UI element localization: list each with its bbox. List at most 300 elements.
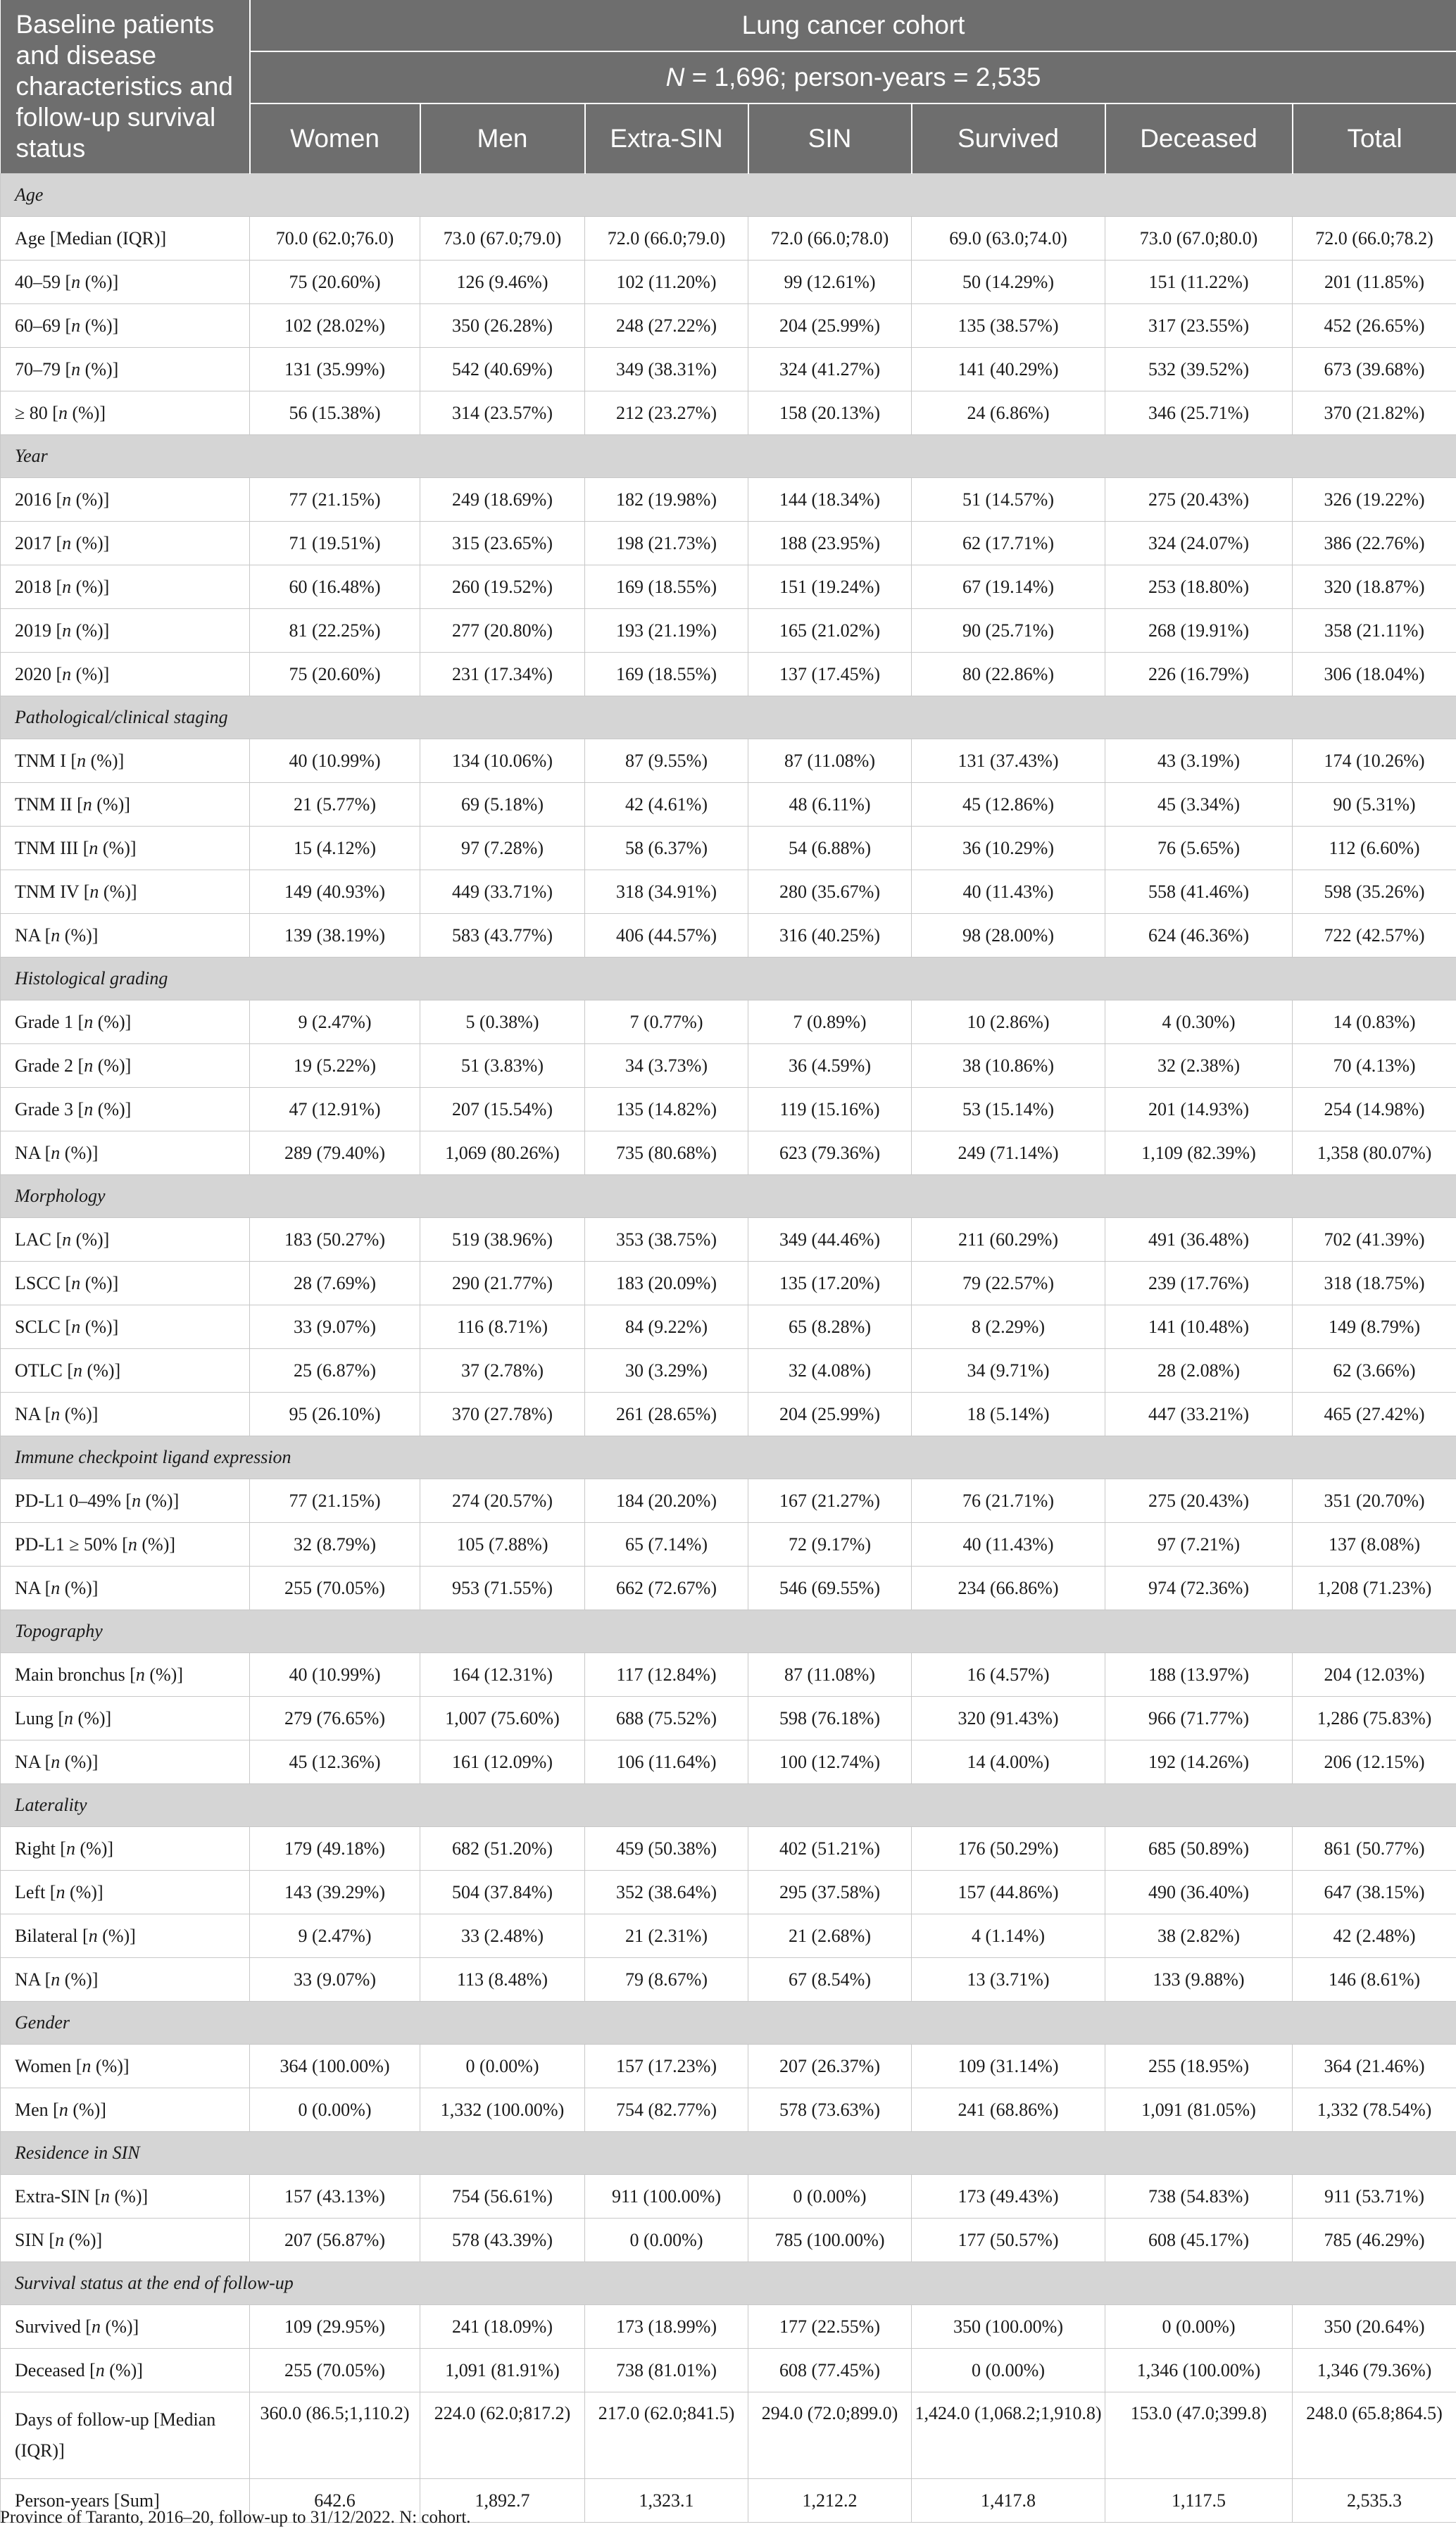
table-row — [1, 1653, 1456, 1697]
cell-survived: 50 (14.29%) — [912, 261, 1105, 304]
column-header-deceased: Deceased — [1105, 103, 1293, 174]
row-label: LAC [n (%)] — [1, 1218, 250, 1262]
cell-total: 149 (8.79%) — [1293, 1305, 1456, 1349]
cell-women: 77 (21.15%) — [250, 478, 420, 522]
row-label: ≥ 80 [n (%)] — [1, 391, 250, 435]
cell-deceased: 532 (39.52%) — [1105, 348, 1293, 391]
cell-men: 1,091 (81.91%) — [420, 2349, 585, 2392]
section-header-row — [1, 696, 1456, 739]
table-row — [1, 565, 1456, 609]
section-title: Laterality — [1, 1784, 1456, 1827]
cell-total: 174 (10.26%) — [1293, 739, 1456, 783]
section-header-row — [1, 174, 1456, 217]
section-header-row — [1, 2002, 1456, 2045]
cell-extra-sin: 212 (23.27%) — [585, 391, 748, 435]
cell-men: 274 (20.57%) — [420, 1479, 585, 1523]
cell-sin: 48 (6.11%) — [748, 783, 912, 827]
cell-sin: 598 (76.18%) — [748, 1697, 912, 1740]
cell-deceased: 141 (10.48%) — [1105, 1305, 1293, 1349]
cell-deceased: 1,109 (82.39%) — [1105, 1131, 1293, 1175]
cell-extra-sin: 738 (81.01%) — [585, 2349, 748, 2392]
section-title: Histological grading — [1, 958, 1456, 1000]
cell-total: 306 (18.04%) — [1293, 653, 1456, 696]
cell-men: 51 (3.83%) — [420, 1044, 585, 1088]
row-label: Left [n (%)] — [1, 1871, 250, 1914]
cell-deceased: 97 (7.21%) — [1105, 1523, 1293, 1567]
cell-men: 754 (56.61%) — [420, 2175, 585, 2219]
cell-sin: 608 (77.45%) — [748, 2349, 912, 2392]
cell-total: 465 (27.42%) — [1293, 1393, 1456, 1436]
table-row — [1, 2175, 1456, 2219]
cell-women: 289 (79.40%) — [250, 1131, 420, 1175]
cell-extra-sin: 352 (38.64%) — [585, 1871, 748, 1914]
cell-deceased: 73.0 (67.0;80.0) — [1105, 217, 1293, 261]
cell-sin: 316 (40.25%) — [748, 914, 912, 958]
cell-men: 1,332 (100.00%) — [420, 2088, 585, 2132]
cell-sin: 65 (8.28%) — [748, 1305, 912, 1349]
cell-extra-sin: 65 (7.14%) — [585, 1523, 748, 1567]
cell-deceased: 491 (36.48%) — [1105, 1218, 1293, 1262]
cell-extra-sin: 688 (75.52%) — [585, 1697, 748, 1740]
table-row — [1, 2349, 1456, 2392]
table-row — [1, 1567, 1456, 1610]
cell-total: 248.0 (65.8;864.5) — [1293, 2392, 1456, 2479]
cell-total: 358 (21.11%) — [1293, 609, 1456, 653]
cell-women: 183 (50.27%) — [250, 1218, 420, 1262]
cell-sin: 36 (4.59%) — [748, 1044, 912, 1088]
table-row — [1, 1479, 1456, 1523]
table-row — [1, 1349, 1456, 1393]
cell-sin: 785 (100.00%) — [748, 2219, 912, 2262]
table-row — [1, 1218, 1456, 1262]
cell-total: 673 (39.68%) — [1293, 348, 1456, 391]
table-row — [1, 2045, 1456, 2088]
row-label: NA [n (%)] — [1, 1567, 250, 1610]
cell-survived: 241 (68.86%) — [912, 2088, 1105, 2132]
cell-men: 69 (5.18%) — [420, 783, 585, 827]
cell-deceased: 974 (72.36%) — [1105, 1567, 1293, 1610]
cell-deceased: 317 (23.55%) — [1105, 304, 1293, 348]
cell-women: 131 (35.99%) — [250, 348, 420, 391]
cell-deceased: 28 (2.08%) — [1105, 1349, 1293, 1393]
cell-deceased: 1,346 (100.00%) — [1105, 2349, 1293, 2392]
cell-deceased: 38 (2.82%) — [1105, 1914, 1293, 1958]
cell-women: 102 (28.02%) — [250, 304, 420, 348]
cell-women: 95 (26.10%) — [250, 1393, 420, 1436]
cell-sin: 99 (12.61%) — [748, 261, 912, 304]
cell-extra-sin: 217.0 (62.0;841.5) — [585, 2392, 748, 2479]
cell-women: 21 (5.77%) — [250, 783, 420, 827]
cell-men: 370 (27.78%) — [420, 1393, 585, 1436]
cell-sin: 87 (11.08%) — [748, 1653, 912, 1697]
row-label: 60–69 [n (%)] — [1, 304, 250, 348]
cell-deceased: 253 (18.80%) — [1105, 565, 1293, 609]
cell-men: 277 (20.80%) — [420, 609, 585, 653]
cell-men: 37 (2.78%) — [420, 1349, 585, 1393]
row-label: 70–79 [n (%)] — [1, 348, 250, 391]
cell-survived: 173 (49.43%) — [912, 2175, 1105, 2219]
cell-men: 5 (0.38%) — [420, 1000, 585, 1044]
section-header-row — [1, 2262, 1456, 2305]
cell-deceased: 226 (16.79%) — [1105, 653, 1293, 696]
cell-deceased: 45 (3.34%) — [1105, 783, 1293, 827]
column-header-women: Women — [250, 103, 420, 174]
column-header-men: Men — [420, 103, 585, 174]
cell-total: 598 (35.26%) — [1293, 870, 1456, 914]
cell-men: 126 (9.46%) — [420, 261, 585, 304]
cell-men: 249 (18.69%) — [420, 478, 585, 522]
row-label: 2016 [n (%)] — [1, 478, 250, 522]
section-title: Residence in SIN — [1, 2132, 1456, 2175]
cell-survived: 176 (50.29%) — [912, 1827, 1105, 1871]
cell-deceased: 1,117.5 — [1105, 2479, 1293, 2523]
cell-women: 109 (29.95%) — [250, 2305, 420, 2349]
row-label: TNM IV [n (%)] — [1, 870, 250, 914]
cell-sin: 294.0 (72.0;899.0) — [748, 2392, 912, 2479]
cell-women: 32 (8.79%) — [250, 1523, 420, 1567]
cell-extra-sin: 30 (3.29%) — [585, 1349, 748, 1393]
table-row — [1, 1827, 1456, 1871]
table-row — [1, 1044, 1456, 1088]
cell-survived: 211 (60.29%) — [912, 1218, 1105, 1262]
cell-sin: 207 (26.37%) — [748, 2045, 912, 2088]
cell-deceased: 255 (18.95%) — [1105, 2045, 1293, 2088]
cell-extra-sin: 173 (18.99%) — [585, 2305, 748, 2349]
cell-women: 364 (100.00%) — [250, 2045, 420, 2088]
cell-sin: 151 (19.24%) — [748, 565, 912, 609]
cell-survived: 36 (10.29%) — [912, 827, 1105, 870]
cell-men: 105 (7.88%) — [420, 1523, 585, 1567]
cell-men: 314 (23.57%) — [420, 391, 585, 435]
cell-women: 47 (12.91%) — [250, 1088, 420, 1131]
table-row — [1, 1393, 1456, 1436]
table-row — [1, 609, 1456, 653]
cell-total: 350 (20.64%) — [1293, 2305, 1456, 2349]
cell-men: 542 (40.69%) — [420, 348, 585, 391]
row-label: Grade 1 [n (%)] — [1, 1000, 250, 1044]
row-label: NA [n (%)] — [1, 914, 250, 958]
cell-extra-sin: 84 (9.22%) — [585, 1305, 748, 1349]
cell-deceased: 76 (5.65%) — [1105, 827, 1293, 870]
table-row — [1, 348, 1456, 391]
cell-sin: 87 (11.08%) — [748, 739, 912, 783]
table-row — [1, 783, 1456, 827]
cell-deceased: 1,091 (81.05%) — [1105, 2088, 1293, 2132]
cell-sin: 7 (0.89%) — [748, 1000, 912, 1044]
cell-survived: 34 (9.71%) — [912, 1349, 1105, 1393]
table-row — [1, 391, 1456, 435]
table-row — [1, 522, 1456, 565]
cell-survived: 67 (19.14%) — [912, 565, 1105, 609]
cell-extra-sin: 21 (2.31%) — [585, 1914, 748, 1958]
row-label: Days of follow-up [Median (IQR)] — [1, 2392, 250, 2479]
cell-survived: 320 (91.43%) — [912, 1697, 1105, 1740]
row-label: Women [n (%)] — [1, 2045, 250, 2088]
section-title: Morphology — [1, 1175, 1456, 1218]
cell-men: 682 (51.20%) — [420, 1827, 585, 1871]
row-label: Men [n (%)] — [1, 2088, 250, 2132]
n-symbol: N — [665, 63, 685, 92]
cell-women: 33 (9.07%) — [250, 1305, 420, 1349]
cell-total: 201 (11.85%) — [1293, 261, 1456, 304]
cell-deceased: 324 (24.07%) — [1105, 522, 1293, 565]
row-label: Grade 3 [n (%)] — [1, 1088, 250, 1131]
cell-total: 722 (42.57%) — [1293, 914, 1456, 958]
section-title: Topography — [1, 1610, 1456, 1653]
cell-survived: 16 (4.57%) — [912, 1653, 1105, 1697]
column-header-total: Total — [1293, 103, 1456, 174]
cell-deceased: 558 (41.46%) — [1105, 870, 1293, 914]
cell-men: 33 (2.48%) — [420, 1914, 585, 1958]
cell-total: 326 (19.22%) — [1293, 478, 1456, 522]
cell-survived: 135 (38.57%) — [912, 304, 1105, 348]
cell-men: 73.0 (67.0;79.0) — [420, 217, 585, 261]
cell-extra-sin: 459 (50.38%) — [585, 1827, 748, 1871]
cell-survived: 38 (10.86%) — [912, 1044, 1105, 1088]
row-label: OTLC [n (%)] — [1, 1349, 250, 1393]
row-label: Survived [n (%)] — [1, 2305, 250, 2349]
cell-deceased: 239 (17.76%) — [1105, 1262, 1293, 1305]
cell-total: 90 (5.31%) — [1293, 783, 1456, 827]
cell-sin: 144 (18.34%) — [748, 478, 912, 522]
cell-total: 72.0 (66.0;78.2) — [1293, 217, 1456, 261]
section-header-row — [1, 1784, 1456, 1827]
cell-survived: 40 (11.43%) — [912, 870, 1105, 914]
cell-survived: 40 (11.43%) — [912, 1523, 1105, 1567]
cell-total: 364 (21.46%) — [1293, 2045, 1456, 2088]
cell-extra-sin: 117 (12.84%) — [585, 1653, 748, 1697]
row-label: Main bronchus [n (%)] — [1, 1653, 250, 1697]
cell-total: 386 (22.76%) — [1293, 522, 1456, 565]
cell-total: 206 (12.15%) — [1293, 1740, 1456, 1784]
cell-survived: 62 (17.71%) — [912, 522, 1105, 565]
cell-survived: 18 (5.14%) — [912, 1393, 1105, 1436]
cell-extra-sin: 193 (21.19%) — [585, 609, 748, 653]
cell-extra-sin: 318 (34.91%) — [585, 870, 748, 914]
table-row — [1, 1914, 1456, 1958]
cell-total: 452 (26.65%) — [1293, 304, 1456, 348]
cell-deceased: 447 (33.21%) — [1105, 1393, 1293, 1436]
cell-total: 1,286 (75.83%) — [1293, 1697, 1456, 1740]
cell-sin: 135 (17.20%) — [748, 1262, 912, 1305]
cell-extra-sin: 169 (18.55%) — [585, 653, 748, 696]
table-row — [1, 1958, 1456, 2002]
cell-survived: 90 (25.71%) — [912, 609, 1105, 653]
cell-deceased: 133 (9.88%) — [1105, 1958, 1293, 2002]
row-label: 2019 [n (%)] — [1, 609, 250, 653]
row-label: TNM I [n (%)] — [1, 739, 250, 783]
cell-women: 45 (12.36%) — [250, 1740, 420, 1784]
table-row — [1, 2392, 1456, 2479]
row-label: SIN [n (%)] — [1, 2219, 250, 2262]
cell-sin: 67 (8.54%) — [748, 1958, 912, 2002]
cell-total: 1,346 (79.36%) — [1293, 2349, 1456, 2392]
table-row — [1, 1523, 1456, 1567]
cell-deceased: 192 (14.26%) — [1105, 1740, 1293, 1784]
row-label: SCLC [n (%)] — [1, 1305, 250, 1349]
cell-deceased: 32 (2.38%) — [1105, 1044, 1293, 1088]
cell-extra-sin: 1,323.1 — [585, 2479, 748, 2523]
table-row — [1, 1697, 1456, 1740]
section-title: Gender — [1, 2002, 1456, 2045]
cell-survived: 13 (3.71%) — [912, 1958, 1105, 2002]
section-header-row — [1, 1436, 1456, 1479]
row-label: NA [n (%)] — [1, 1393, 250, 1436]
cell-total: 911 (53.71%) — [1293, 2175, 1456, 2219]
cell-total: 14 (0.83%) — [1293, 1000, 1456, 1044]
cell-deceased: 43 (3.19%) — [1105, 739, 1293, 783]
cell-deceased: 608 (45.17%) — [1105, 2219, 1293, 2262]
table-row — [1, 217, 1456, 261]
cell-survived: 79 (22.57%) — [912, 1262, 1105, 1305]
cell-extra-sin: 182 (19.98%) — [585, 478, 748, 522]
cell-extra-sin: 735 (80.68%) — [585, 1131, 748, 1175]
table-row — [1, 2088, 1456, 2132]
section-title: Year — [1, 435, 1456, 478]
row-label: Person-years [Sum] — [1, 2479, 250, 2523]
table-row — [1, 1871, 1456, 1914]
cell-sin: 402 (51.21%) — [748, 1827, 912, 1871]
cell-survived: 1,424.0 (1,068.2;1,910.8) — [912, 2392, 1105, 2479]
cell-women: 0 (0.00%) — [250, 2088, 420, 2132]
cohort-summary — [250, 51, 1456, 103]
row-label: NA [n (%)] — [1, 1740, 250, 1784]
table-row — [1, 1088, 1456, 1131]
cell-women: 157 (43.13%) — [250, 2175, 420, 2219]
cell-extra-sin: 157 (17.23%) — [585, 2045, 748, 2088]
cell-total: 137 (8.08%) — [1293, 1523, 1456, 1567]
cell-extra-sin: 7 (0.77%) — [585, 1000, 748, 1044]
cell-women: 71 (19.51%) — [250, 522, 420, 565]
cell-men: 578 (43.39%) — [420, 2219, 585, 2262]
cell-sin: 204 (25.99%) — [748, 1393, 912, 1436]
footnote: Province of Taranto, 2016–20, follow-up to 31/12/2022. N: cohort. — [0, 2508, 471, 2527]
cell-extra-sin: 58 (6.37%) — [585, 827, 748, 870]
row-label: Lung [n (%)] — [1, 1697, 250, 1740]
cell-deceased: 201 (14.93%) — [1105, 1088, 1293, 1131]
cell-total: 2,535.3 — [1293, 2479, 1456, 2523]
cell-sin: 158 (20.13%) — [748, 391, 912, 435]
cell-deceased: 685 (50.89%) — [1105, 1827, 1293, 1871]
cell-sin: 188 (23.95%) — [748, 522, 912, 565]
table-row — [1, 739, 1456, 783]
cell-total: 1,358 (80.07%) — [1293, 1131, 1456, 1175]
cell-extra-sin: 72.0 (66.0;79.0) — [585, 217, 748, 261]
section-header-row — [1, 1610, 1456, 1653]
cell-deceased: 346 (25.71%) — [1105, 391, 1293, 435]
cell-survived: 24 (6.86%) — [912, 391, 1105, 435]
row-label: TNM II [n (%)] — [1, 783, 250, 827]
cell-extra-sin: 198 (21.73%) — [585, 522, 748, 565]
table-row — [1, 827, 1456, 870]
table-row — [1, 1000, 1456, 1044]
cell-extra-sin: 102 (11.20%) — [585, 261, 748, 304]
cell-extra-sin: 169 (18.55%) — [585, 565, 748, 609]
cell-survived: 177 (50.57%) — [912, 2219, 1105, 2262]
table-row — [1, 870, 1456, 914]
cell-women: 139 (38.19%) — [250, 914, 420, 958]
cell-sin: 578 (73.63%) — [748, 2088, 912, 2132]
cell-women: 33 (9.07%) — [250, 1958, 420, 2002]
cell-men: 260 (19.52%) — [420, 565, 585, 609]
row-label: Deceased [n (%)] — [1, 2349, 250, 2392]
cell-total: 62 (3.66%) — [1293, 1349, 1456, 1393]
cell-men: 504 (37.84%) — [420, 1871, 585, 1914]
cell-total: 1,332 (78.54%) — [1293, 2088, 1456, 2132]
n-summary-text: = 1,696; person-years = 2,535 — [684, 63, 1041, 92]
cell-extra-sin: 754 (82.77%) — [585, 2088, 748, 2132]
cell-sin: 165 (21.02%) — [748, 609, 912, 653]
cell-women: 25 (6.87%) — [250, 1349, 420, 1393]
row-label: 2017 [n (%)] — [1, 522, 250, 565]
cell-women: 56 (15.38%) — [250, 391, 420, 435]
cell-deceased: 738 (54.83%) — [1105, 2175, 1293, 2219]
cell-deceased: 275 (20.43%) — [1105, 478, 1293, 522]
cell-extra-sin: 106 (11.64%) — [585, 1740, 748, 1784]
table-row — [1, 1305, 1456, 1349]
cell-men: 583 (43.77%) — [420, 914, 585, 958]
cell-extra-sin: 183 (20.09%) — [585, 1262, 748, 1305]
cell-total: 785 (46.29%) — [1293, 2219, 1456, 2262]
table-row — [1, 914, 1456, 958]
cell-survived: 1,417.8 — [912, 2479, 1105, 2523]
cell-total: 204 (12.03%) — [1293, 1653, 1456, 1697]
row-label: LSCC [n (%)] — [1, 1262, 250, 1305]
cell-women: 70.0 (62.0;76.0) — [250, 217, 420, 261]
cell-men: 161 (12.09%) — [420, 1740, 585, 1784]
cell-women: 19 (5.22%) — [250, 1044, 420, 1088]
cell-sin: 295 (37.58%) — [748, 1871, 912, 1914]
cell-survived: 45 (12.86%) — [912, 783, 1105, 827]
cell-women: 9 (2.47%) — [250, 1000, 420, 1044]
cell-men: 231 (17.34%) — [420, 653, 585, 696]
cell-women: 255 (70.05%) — [250, 2349, 420, 2392]
section-title: Pathological/clinical staging — [1, 696, 1456, 739]
cell-extra-sin: 34 (3.73%) — [585, 1044, 748, 1088]
cell-extra-sin: 248 (27.22%) — [585, 304, 748, 348]
cell-women: 77 (21.15%) — [250, 1479, 420, 1523]
row-label: NA [n (%)] — [1, 1131, 250, 1175]
cell-extra-sin: 87 (9.55%) — [585, 739, 748, 783]
cell-sin: 280 (35.67%) — [748, 870, 912, 914]
cell-sin: 54 (6.88%) — [748, 827, 912, 870]
cell-total: 702 (41.39%) — [1293, 1218, 1456, 1262]
cell-extra-sin: 911 (100.00%) — [585, 2175, 748, 2219]
row-label: Right [n (%)] — [1, 1827, 250, 1871]
table-row — [1, 1262, 1456, 1305]
cell-extra-sin: 184 (20.20%) — [585, 1479, 748, 1523]
cell-survived: 69.0 (63.0;74.0) — [912, 217, 1105, 261]
cell-total: 146 (8.61%) — [1293, 1958, 1456, 2002]
cell-survived: 98 (28.00%) — [912, 914, 1105, 958]
cell-deceased: 966 (71.77%) — [1105, 1697, 1293, 1740]
cell-survived: 51 (14.57%) — [912, 478, 1105, 522]
cell-total: 318 (18.75%) — [1293, 1262, 1456, 1305]
cell-sin: 546 (69.55%) — [748, 1567, 912, 1610]
section-title: Immune checkpoint ligand expression — [1, 1436, 1456, 1479]
cell-total: 370 (21.82%) — [1293, 391, 1456, 435]
cell-men: 241 (18.09%) — [420, 2305, 585, 2349]
cell-survived: 80 (22.86%) — [912, 653, 1105, 696]
cell-men: 290 (21.77%) — [420, 1262, 585, 1305]
cell-deceased: 151 (11.22%) — [1105, 261, 1293, 304]
cell-sin: 177 (22.55%) — [748, 2305, 912, 2349]
section-title: Age — [1, 174, 1456, 217]
cell-women: 642.6 — [250, 2479, 420, 2523]
cell-sin: 100 (12.74%) — [748, 1740, 912, 1784]
cell-extra-sin: 42 (4.61%) — [585, 783, 748, 827]
cell-total: 70 (4.13%) — [1293, 1044, 1456, 1088]
